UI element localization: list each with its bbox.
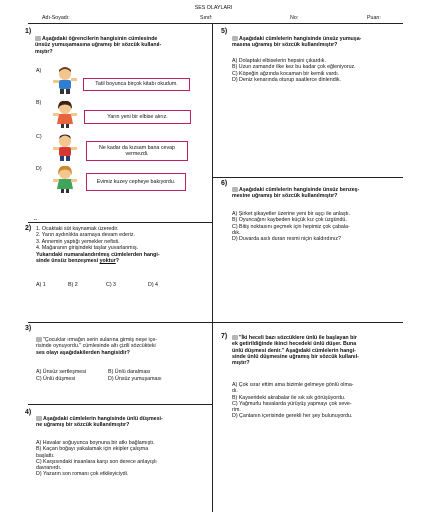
q4-option: A) Havalar soğuyunca boynuna bir atkı bağlamıştı. bbox=[36, 440, 155, 446]
question-icon bbox=[232, 335, 238, 340]
q2-option-c: C) 3 bbox=[106, 282, 117, 288]
q6-option: C) Bitiş noktasını geçmek için hepimiz çok çabala- bbox=[232, 223, 350, 230]
q7-option: A) Çok ısrar ettim ama bizimle gelmeye gönlü olma- bbox=[232, 382, 354, 388]
q4-option: başlattı. bbox=[36, 452, 55, 459]
q1-option-a-bubble: Tatil boyunca birçok kitabı okudum. bbox=[83, 78, 190, 91]
student-boy-illustration bbox=[50, 133, 80, 161]
q5-option: B) Uzun zamandır ilke kez bu kadar çok eğleniyoruz. bbox=[232, 64, 356, 71]
q7-option: C) Yağmurlu havalarda yürüyüş yapmayı çok seve- bbox=[232, 400, 352, 407]
question-icon bbox=[232, 36, 238, 41]
q1-prompt: Aşağıdaki öğrencilerin hangisinin cümlesinde ünsüz yumuşamasına uğramış bir sözcük kullanıl- mıştır? bbox=[35, 36, 162, 55]
q5-option: C) Köpeğin ağzında kocaman bir kemik vardı. bbox=[232, 70, 340, 77]
q7-prompt: "İki heceli bazı sözcüklere ünlü ile başlayan bir ek getirildiğinde ikinci hecedeki ünlü düşer. Buna ünlü düşmesi denir." Aşağıdaki cümlelerin hangi- sinde ünlü düşmesine uğramış bir sözcük kullanıl- mıştır? bbox=[232, 335, 359, 367]
question-icon bbox=[35, 36, 41, 41]
q6-option: D) Duvarda asılı duran resmi niçin kaldırdınız? bbox=[232, 236, 341, 243]
q1-option-b-letter: B) bbox=[36, 100, 42, 106]
worksheet-title: SES OLAYLARI bbox=[194, 5, 233, 11]
q6-options bbox=[232, 211, 404, 242]
q5-prompt: Aşağıdaki cümlelerin hangisinde ünsüz yumuşa- masına uğramış bir sözcük kullanılmıştır? bbox=[232, 36, 362, 49]
q2-number: 2) bbox=[25, 225, 32, 232]
q7-option: B) Kayserideki akrabalar ile sık sık görüşüyordu. bbox=[232, 394, 346, 401]
q1-option-c-bubble: Ne kadar da kızsam bana cevap vermezdi. bbox=[86, 141, 188, 161]
name-label: Adı-Soyadı: bbox=[42, 15, 70, 21]
q5-divider bbox=[212, 177, 403, 178]
q5-option: A) Dolaptaki elbiselerin hepsini çıkardık. bbox=[232, 58, 326, 64]
q1-option-c-letter: C) bbox=[36, 134, 42, 140]
q2-items bbox=[36, 226, 211, 251]
q2-prompt: Yukarıdaki numaralandırılmış cümlelerden hangi- sinde ünsüz benzeşmesi yoktur? bbox=[36, 252, 160, 265]
q2-divider bbox=[28, 322, 212, 323]
header-divider bbox=[28, 23, 403, 24]
q1-option-d-letter: D) bbox=[36, 166, 42, 172]
q2-item: 2. Yarın aydınlıkta aramaya devam ederiz. bbox=[36, 232, 136, 239]
q2-item: 3. Annemin yaptığı yemekler nefisti. bbox=[36, 238, 120, 245]
q5-option: D) Deniz kenarında oturup saatlerce dinlendik. bbox=[232, 76, 341, 83]
q4-option: davranırdı. bbox=[36, 465, 62, 472]
q5-options bbox=[232, 58, 404, 83]
student-girl-illustration bbox=[50, 100, 80, 128]
q6-option: B) Oyuncağını kaybeden küçük kız çok üzgündü. bbox=[232, 217, 347, 224]
q2-option-d: D) 4 bbox=[148, 282, 159, 288]
score-label: Puan: bbox=[367, 15, 381, 21]
q4-number: 4) bbox=[25, 409, 32, 416]
q3-option-a: A) Ünsüz sertleşmesi bbox=[36, 369, 87, 375]
q2-item: 4. Mağaranın girişindeki taşlar yuvarlanmış. bbox=[36, 244, 139, 251]
q1-option-d-bubble: Evimiz kuzey cepheye bakıyordu. bbox=[86, 173, 186, 191]
q3-option-b: B) Ünlü daralması bbox=[108, 369, 151, 375]
q4-option: B) Kaçan boğayı yakalamak için ekipler çalışma bbox=[36, 446, 149, 453]
column-divider bbox=[212, 23, 213, 512]
q3-divider bbox=[28, 404, 212, 405]
q7-number: 7) bbox=[221, 333, 228, 340]
q2-option-a: A) 1 bbox=[36, 282, 46, 288]
question-icon bbox=[36, 416, 42, 421]
q1-number: 1) bbox=[25, 28, 32, 35]
q1-option-b-bubble: Yarın yeni bir elbise alırız. bbox=[84, 110, 191, 124]
q1-divider bbox=[28, 222, 212, 223]
q4-option: D) Yazarın son romanı çok etkileyiciydi. bbox=[36, 471, 129, 478]
q2-option-b: B) 2 bbox=[68, 282, 78, 288]
q6-option: dık. bbox=[232, 229, 241, 236]
question-icon bbox=[232, 187, 238, 192]
class-label: Sınıf: bbox=[200, 15, 213, 21]
student-boy-illustration bbox=[50, 66, 80, 94]
q4-option: C) Karşısındaki insanlara karşı son derece anlayışlı bbox=[36, 458, 157, 465]
q4-options bbox=[36, 440, 212, 478]
q5-number: 5) bbox=[221, 28, 228, 35]
q2-mark: .. bbox=[34, 216, 37, 222]
q1-option-a-letter: A) bbox=[36, 68, 42, 74]
q7-option: dı. bbox=[232, 388, 238, 395]
q4-prompt: Aşağıdaki cümlelerin hangisinde ünlü düşmesi- ne uğramış bir sözcük kullanılmıştır? bbox=[36, 416, 163, 429]
q6-prompt: Aşağıdaki cümlelerin hangisinde ünsüz benzeş- mesine uğramış bir sözcük kullanılmıştır? bbox=[232, 187, 360, 200]
no-label: No: bbox=[290, 15, 299, 21]
q2-item: 1. Ocaktaki süt kaynamak üzeredir. bbox=[36, 226, 119, 232]
q3-option-d: D) Ünsüz yumuşaması bbox=[108, 376, 162, 382]
q6-divider bbox=[212, 322, 403, 323]
q3-prompt: "Çocuklar ırmağın serin sularına girmiş neşe içe- risinde oynuyordu." cümlesinde altı çizili sözcükteki ses olayı aşağıdakilerden hangisidir? bbox=[36, 337, 158, 356]
q6-option: A) Şirket şikayetler üzerine yeni bir aşçı ile anlaştı. bbox=[232, 211, 351, 217]
question-icon bbox=[36, 337, 42, 342]
q3-option-c: C) Ünlü düşmesi bbox=[36, 376, 76, 382]
q7-option: D) Çantanın içerisinde gerekli her şey bulunuyordu. bbox=[232, 413, 353, 420]
q7-option: rim. bbox=[232, 407, 241, 414]
q6-number: 6) bbox=[221, 180, 228, 187]
student-girl-illustration bbox=[50, 165, 80, 193]
q3-number: 3) bbox=[25, 325, 32, 332]
q7-options bbox=[232, 382, 404, 420]
